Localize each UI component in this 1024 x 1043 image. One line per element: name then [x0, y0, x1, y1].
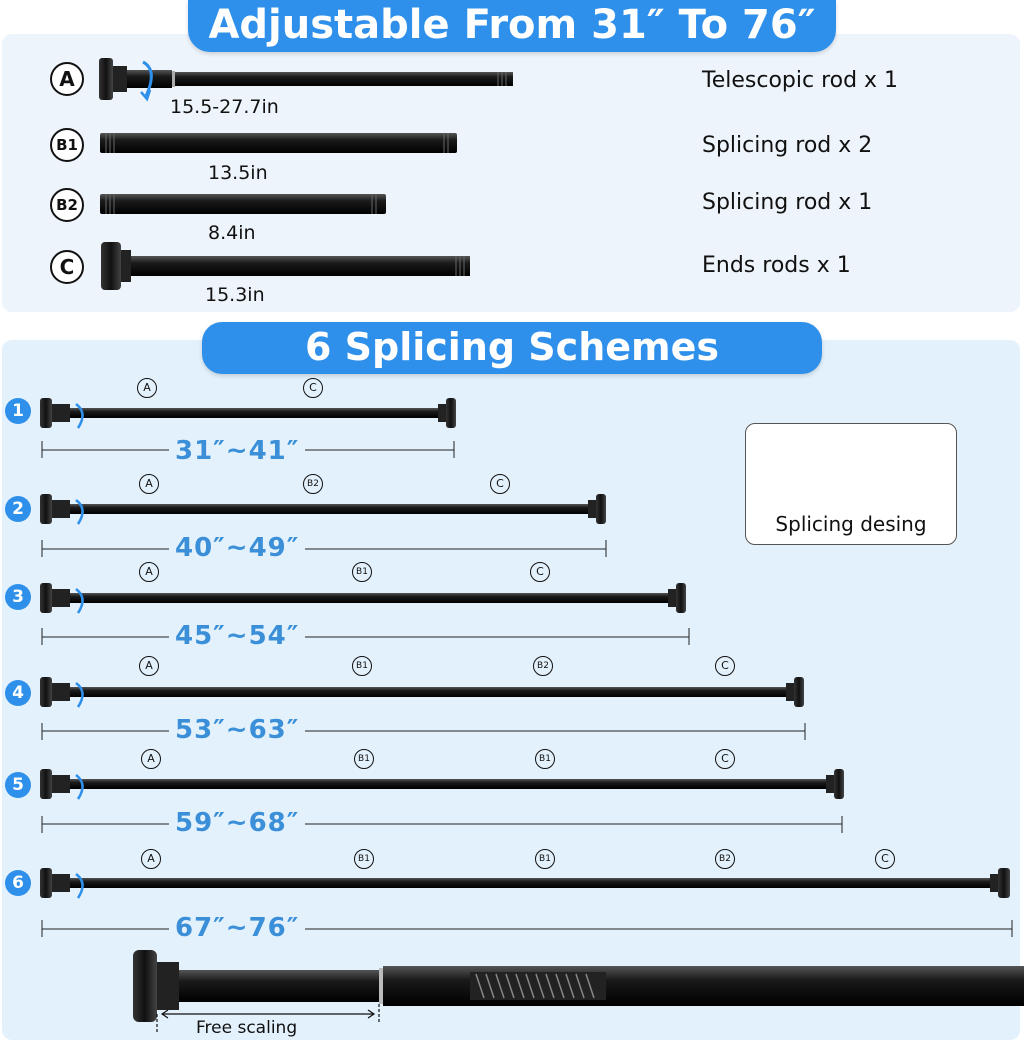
- part-c-desc: Ends rods x 1: [702, 253, 851, 278]
- scheme-2-dimension: [42, 540, 606, 557]
- scheme-2-label-b2: B2: [303, 474, 323, 494]
- scheme-6-label-a: A: [141, 849, 161, 869]
- scheme-5-rod: [40, 769, 844, 799]
- scheme-3-dimension: [42, 628, 689, 645]
- scheme-4-label-a: A: [139, 656, 159, 676]
- scheme-4-dimension: [42, 723, 805, 740]
- part-a-badge: A: [50, 62, 84, 96]
- splicing-detail-box: [745, 423, 957, 545]
- scheme-4-label-b1: B1: [352, 656, 372, 676]
- scheme-5-dimension: [42, 816, 842, 833]
- scheme-2-range: 40″~49″: [169, 533, 305, 563]
- free-scaling-rod: [133, 950, 1024, 1022]
- scheme-6-number: 6: [5, 870, 31, 896]
- part-a-rod: [99, 58, 513, 100]
- splicing-detail-label: Splicing desing: [775, 512, 927, 536]
- scheme-3-number: 3: [5, 584, 31, 610]
- scheme-1-label-a: A: [137, 378, 157, 398]
- scheme-4-rod: [40, 677, 804, 707]
- scheme-2-rod: [40, 494, 606, 524]
- part-b2-rod: [100, 194, 386, 214]
- scheme-5-label-c: C: [715, 749, 735, 769]
- scheme-5-label-b1-first: B1: [354, 749, 374, 769]
- scheme-4-label-c: C: [715, 656, 735, 676]
- scheme-1-label-c: C: [303, 378, 323, 398]
- scheme-4-number: 4: [5, 680, 31, 706]
- schemes-title: 6 Splicing Schemes: [202, 322, 822, 374]
- scheme-5-label-a: A: [141, 749, 161, 769]
- part-a-size: 15.5-27.7in: [170, 96, 279, 118]
- scheme-3-rod: [40, 583, 686, 613]
- scheme-1-rod: [40, 398, 456, 428]
- part-c-size: 15.3in: [205, 284, 265, 306]
- part-b1-size: 13.5in: [208, 162, 268, 184]
- scheme-6-rod: [40, 868, 1010, 898]
- part-b2-size: 8.4in: [208, 222, 256, 244]
- scheme-6-label-c: C: [875, 849, 895, 869]
- scheme-2-label-c: C: [490, 474, 510, 494]
- part-c-rod: [101, 242, 470, 290]
- part-b2-desc: Splicing rod x 1: [702, 190, 873, 215]
- part-b1-desc: Splicing rod x 2: [702, 133, 873, 158]
- scheme-2-number: 2: [5, 496, 31, 522]
- scheme-3-label-c: C: [530, 562, 550, 582]
- scheme-4-range: 53″~63″: [169, 715, 305, 745]
- part-b1-rod: [100, 133, 457, 153]
- scheme-6-label-b1-second: B1: [535, 849, 555, 869]
- scheme-5-number: 5: [5, 772, 31, 798]
- scheme-1-number: 1: [5, 398, 31, 424]
- part-a-desc: Telescopic rod x 1: [702, 68, 899, 93]
- scheme-6-range: 67″~76″: [169, 913, 305, 943]
- scheme-5-label-b1-second: B1: [535, 749, 555, 769]
- scheme-1-range: 31″~41″: [169, 436, 305, 466]
- header-title: Adjustable From 31″ To 76″: [188, 0, 836, 52]
- scheme-3-label-a: A: [139, 562, 159, 582]
- scheme-6-label-b2: B2: [715, 849, 735, 869]
- scheme-4-label-b2: B2: [533, 656, 553, 676]
- scheme-3-label-b1: B1: [352, 562, 372, 582]
- scheme-6-label-b1-first: B1: [354, 849, 374, 869]
- part-b2-badge: B2: [50, 188, 84, 222]
- part-c-badge: C: [50, 250, 84, 284]
- scheme-2-label-a: A: [139, 474, 159, 494]
- part-b1-badge: B1: [50, 128, 84, 162]
- free-scaling-label: Free scaling: [196, 1018, 298, 1038]
- scheme-3-range: 45″~54″: [169, 621, 305, 651]
- scheme-5-range: 59″~68″: [169, 808, 305, 838]
